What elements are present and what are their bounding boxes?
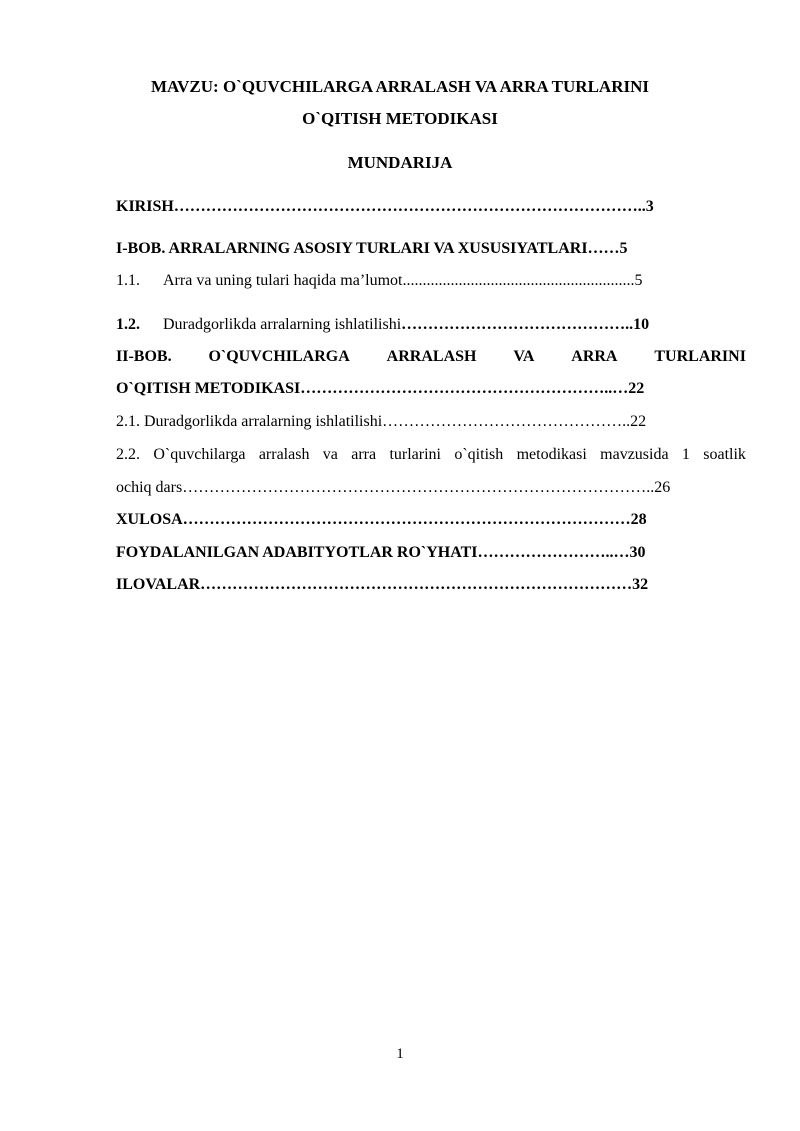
contents-heading: MUNDARIJA (347, 153, 453, 172)
toc-entry-chapter-2-line-2: O`QITISH METODIKASI…………………………………………………..…22 (116, 380, 645, 397)
section-number: 1.1. (116, 272, 140, 289)
heading-word: TURLARINI (654, 348, 746, 365)
title-line-1: MAVZU: O`QUVCHILARGA ARRALASH VA ARRA TURLARINI (151, 77, 649, 96)
toc-entry-section-2-1: 2.1. Duradgorlikda arralarning ishlatilishi………………………………………..22 (116, 413, 647, 430)
toc-entry-chapter-1: I-BOB. ARRALARNING ASOSIY TURLARI VA XUSUSIYATLARI……5 (116, 240, 628, 257)
section-word: va (322, 446, 338, 463)
section-word: soatlik (703, 446, 746, 463)
toc-entry-section-1-2 (116, 316, 746, 334)
toc-entry-section-2-2-line-1 (116, 446, 746, 464)
toc-entry-xulosa: XULOSA…………………………………………………………………………28 (116, 511, 647, 528)
toc-entry-kirish: KIRISH……………………………………………………………………………..3 (116, 198, 654, 215)
title-line-2: O`QITISH METODIKASI (302, 109, 498, 128)
toc-entry-foydalanilgan: FOYDALANILGAN ADABITYOTLAR RO`YHATI……………………..…30 (116, 544, 646, 561)
heading-word: II-BOB. (116, 348, 172, 365)
heading-word: ARRA (571, 348, 618, 365)
section-number: 1.2. (116, 316, 140, 333)
heading-word: O`QUVCHILARGA (208, 348, 350, 365)
section-title: Arra va uning tulari haqida ma’lumot..........................................................5 (163, 272, 643, 289)
section-word: O`quvchilarga (153, 446, 246, 463)
section-word: 2.2. (116, 446, 140, 463)
section-word: 1 (681, 446, 690, 463)
section-word: arralash (258, 446, 310, 463)
page-number: 1 (396, 1046, 404, 1062)
section-word: mavzusida (600, 446, 669, 463)
toc-entry-section-2-2-line-2: ochiq dars……………………………………………………………………………..26 (116, 479, 671, 496)
toc-entry-chapter-2-line-1 (116, 348, 746, 366)
section-word: turlarini (389, 446, 441, 463)
toc-entry-section-1-1 (116, 272, 746, 290)
section-leader-dots: ……………………………………..10 (401, 316, 650, 333)
section-title: Duradgorlikda arralarning ishlatilishi (163, 316, 402, 333)
heading-word: ARRALASH (386, 348, 477, 365)
section-word: arra (351, 446, 377, 463)
section-word: metodikasi (516, 446, 587, 463)
toc-entry-ilovalar: ILOVALAR………………………………………………………………………32 (116, 576, 649, 593)
section-word: o`qitish (454, 446, 504, 463)
heading-word: VA (513, 348, 535, 365)
